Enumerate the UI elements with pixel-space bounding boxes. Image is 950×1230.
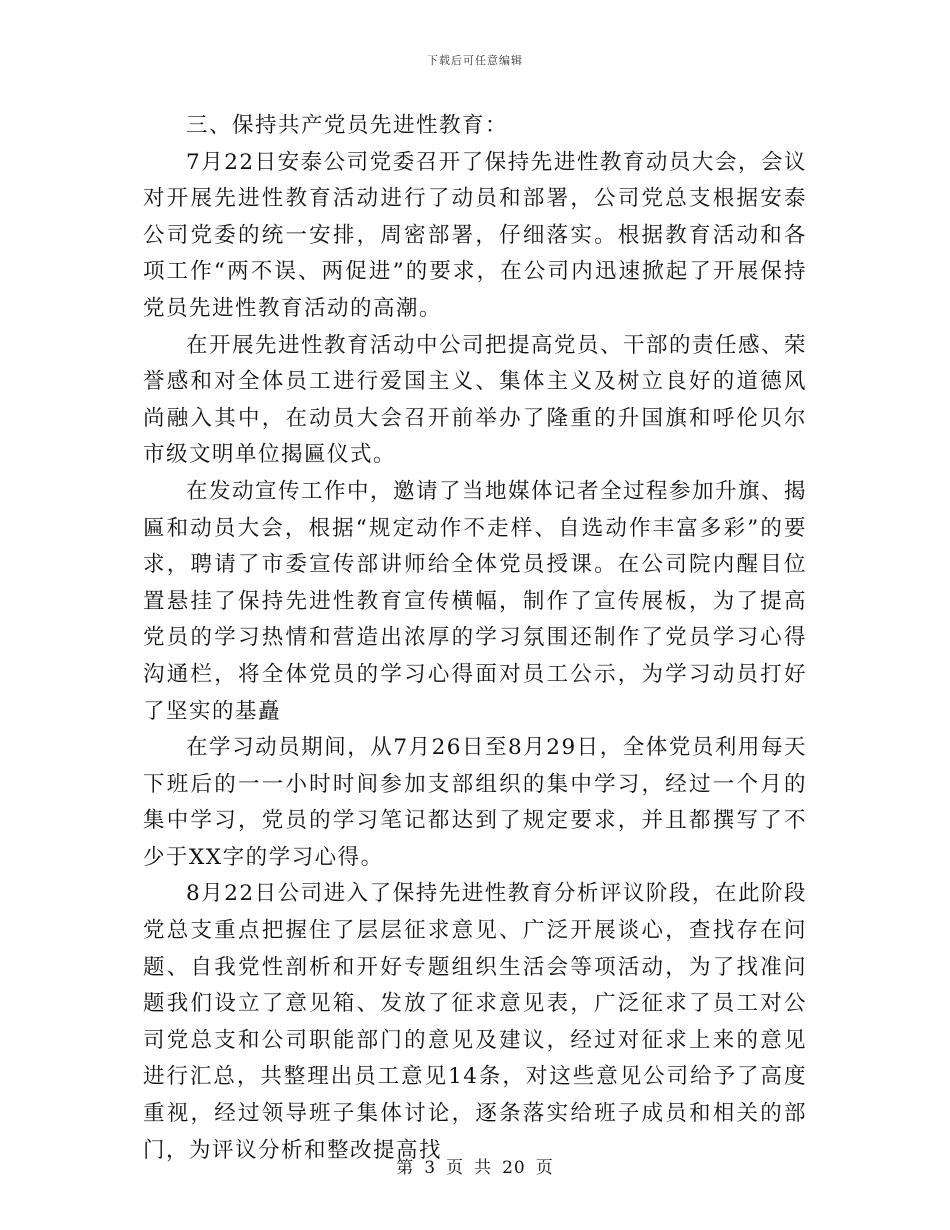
page-footer [0, 1153, 950, 1178]
section-heading: 三、保持共产党员先进性教育： [186, 113, 509, 138]
paragraph-4: 在学习动员期间，从7月26日至8月29日，全体党员利用每天下班后的一一小时时间参加支部组织的集中学习，经过一个月的集中学习，党员的学习笔记都达到了规定要求，并且都撰写了不少于XX字的学习心得。 [143, 735, 807, 870]
page-total: 20 [502, 1158, 526, 1178]
header-note: 下载后可任意编辑 [427, 54, 523, 67]
footer-di: 第 [396, 1158, 415, 1178]
paragraph-1: 7月22日安泰公司党委召开了保持先进性教育动员大会，会议对开展先进性教育活动进行了动员和部署，公司党总支根据安泰公司党委的统一安排，周密部署，仔细落实。根据教育活动和各项工作“两不误、两促进”的要求，在公司内迅速掀起了开展保持党员先进性教育活动的高潮。 [143, 149, 807, 321]
footer-gong: 共 [474, 1158, 493, 1178]
paragraph-5: 8月22日公司进入了保持先进性教育分析评议阶段，在此阶段党总支重点把握住了层层征求意见、广泛开展谈心，查找存在问题、自我党性剖析和开好专题组织生活会等项活动，为了找准问题我们设立了意见箱、发放了征求意见表，广泛征求了员工对公司党总支和公司职能部门的意见及建议，经过对征求上来的意见进行汇总，共整理出员工意见14条，对这些意见公司给予了高度重视，经过领导班子集体讨论，逐条落实给班子成员和相关的部门，为评议分析和整改提高找 [143, 881, 807, 1163]
paragraph-3: 在发动宣传工作中，邀请了当地媒体记者全过程参加升旗、揭匾和动员大会，根据“规定动作不走样、自选动作丰富多彩”的要求，聘请了市委宣传部讲师给全体党员授课。在公司院内醒目位置悬挂了保持先进性教育宣传横幅，制作了宣传展板，为了提高党员的学习热情和营造出浓厚的学习氛围还制作了党员学习心得沟通栏，将全体党员的学习心得面对员工公示，为学习动员打好了坚实的基矗 [143, 478, 808, 724]
document-body [143, 108, 807, 1169]
paragraph-2: 在开展先进性教育活动中公司把提高党员、干部的责任感、荣誉感和对全体员工进行爱国主义、集体主义及树立良好的道德风尚融入其中，在动员大会召开前举办了隆重的升国旗和呼伦贝尔市级文明单位揭匾仪式。 [143, 332, 808, 468]
page-current: 3 [424, 1158, 437, 1178]
footer-ye-2: 页 [535, 1158, 554, 1178]
footer-ye: 页 [446, 1158, 465, 1178]
